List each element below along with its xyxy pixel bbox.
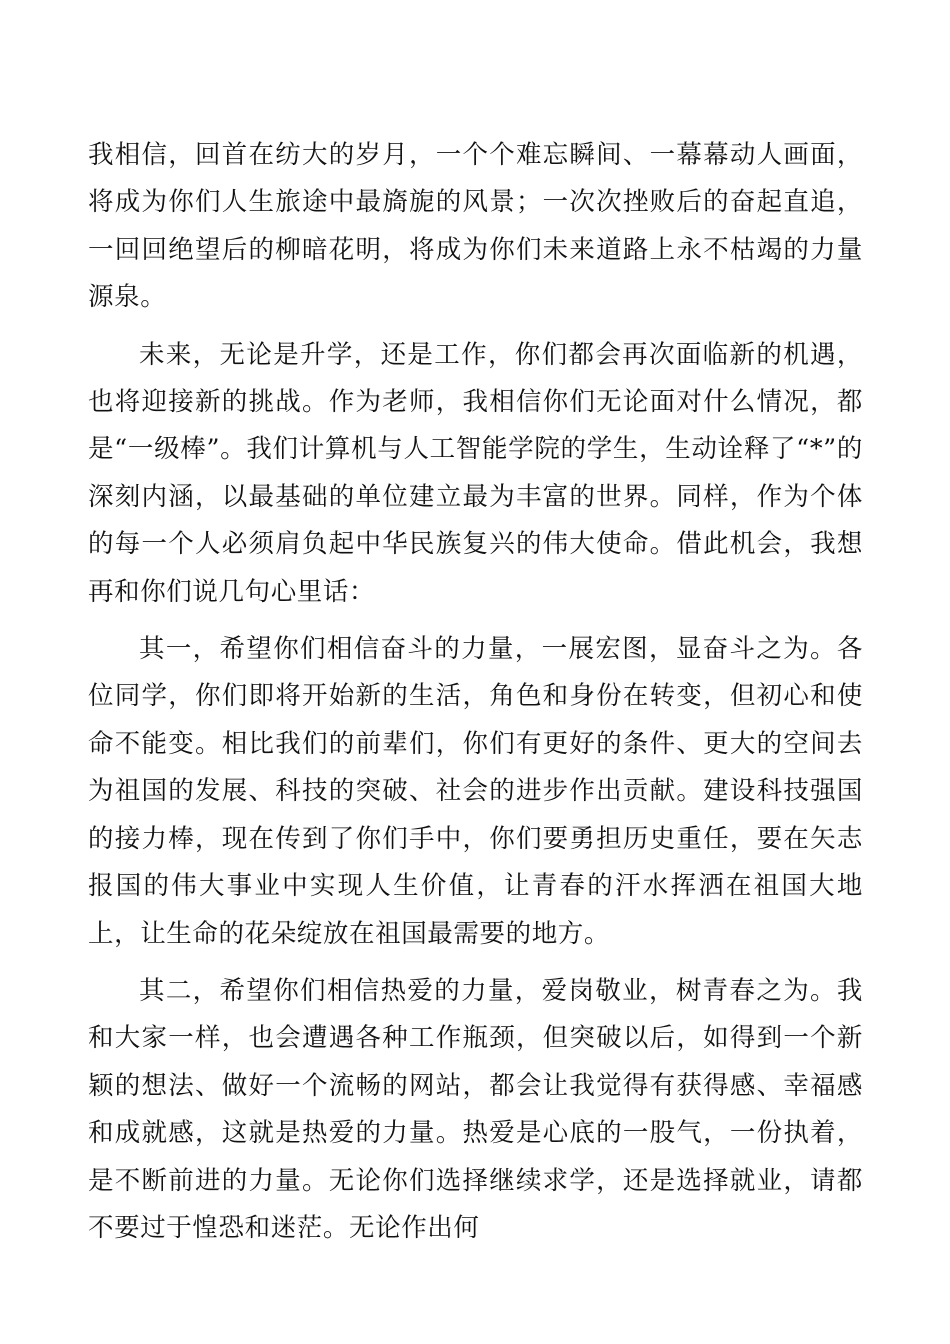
paragraph-4: 其二，希望你们相信热爱的力量，爱岗敬业，树青春之为。我和大家一样，也会遭遇各种工作瓶颈，但突破以后，如得到一个新颖的想法、做好一个流畅的网站，都会让我觉得有获得感、幸福感和成就感，这就是热爱的力量。热爱是心底的一股气，一份执着，是不断前进的力量。无论你们选择继续求学，还是选择就业，请都不要过于惶恐和迷茫。无论作出何 [88, 975, 863, 1243]
paragraph-2: 未来，无论是升学，还是工作，你们都会再次面临新的机遇，也将迎接新的挑战。作为老师，我相信你们无论面对什么情况，都是“一级棒”。我们计算机与人工智能学院的学生，生动诠释了“*”的深刻内涵，以最基础的单位建立最为丰富的世界。同样，作为个体的每一个人必须肩负起中华民族复兴的伟大使命。借此机会，我想再和你们说几句心里话： [88, 339, 863, 607]
document-body [88, 132, 863, 1262]
paragraph-3: 其一，希望你们相信奋斗的力量，一展宏图，显奋斗之为。各位同学，你们即将开始新的生活，角色和身份在转变，但初心和使命不能变。相比我们的前辈们，你们有更好的条件、更大的空间去为祖国的发展、科技的突破、社会的进步作出贡献。建设科技强国的接力棒，现在传到了你们手中，你们要勇担历史重任，要在矢志报国的伟大事业中实现人生价值，让青春的汗水挥洒在祖国大地上，让生命的花朵绽放在祖国最需要的地方。 [88, 634, 863, 949]
paragraph-1: 我相信，回首在纺大的岁月，一个个难忘瞬间、一幕幕动人画面，将成为你们人生旅途中最旖旎的风景；一次次挫败后的奋起直追，一回回绝望后的柳暗花明，将成为你们未来道路上永不枯竭的力量源泉。 [88, 140, 863, 313]
